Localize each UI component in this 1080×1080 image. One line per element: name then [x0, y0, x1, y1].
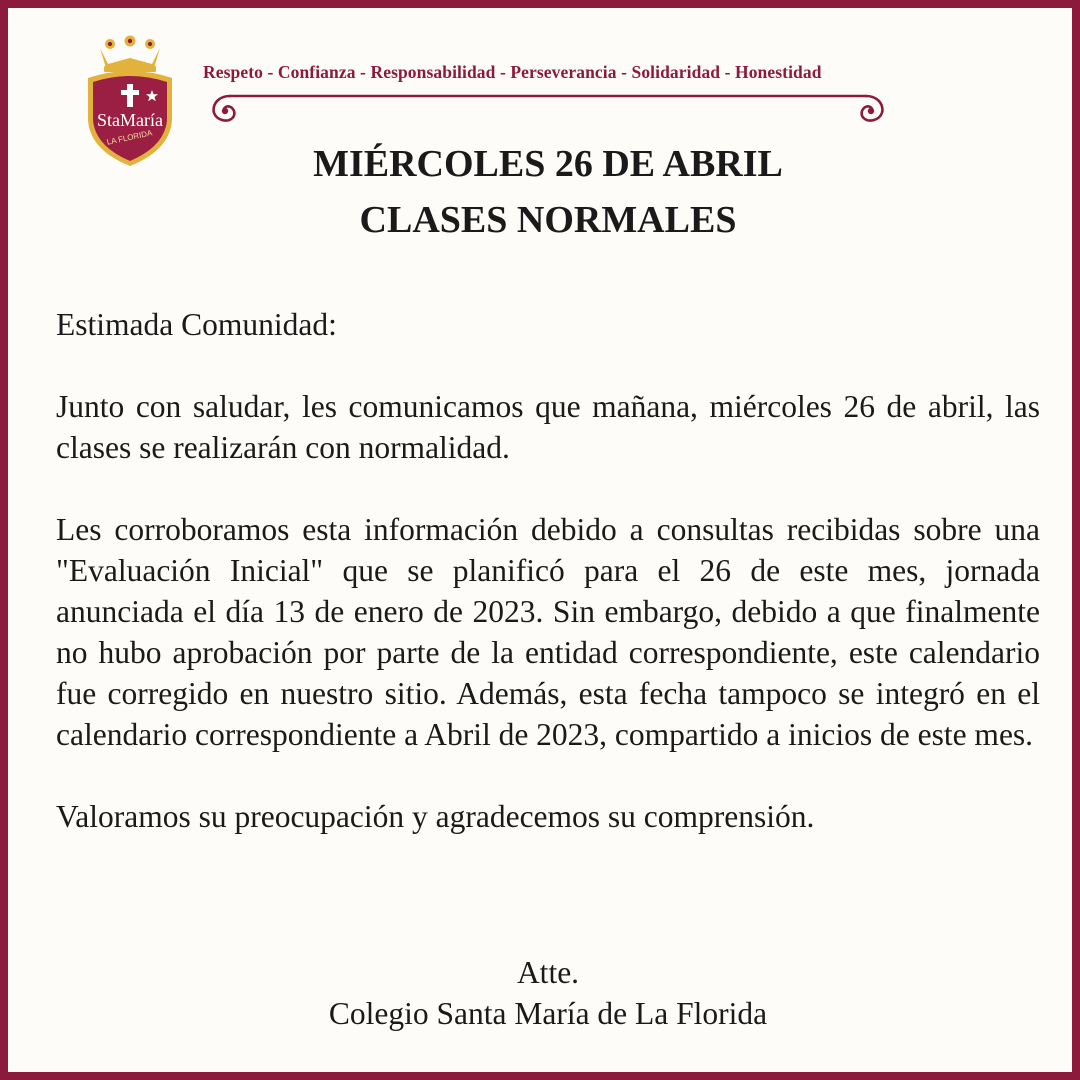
signature-closing: Atte.	[516, 955, 580, 990]
crest-name: StaMaría	[97, 110, 163, 130]
letter-greeting: Estimada Comunidad:	[56, 307, 337, 342]
announcement-title	[8, 136, 1080, 248]
letter-paragraph-3: Valoramos su preocupación y agradecemos su comprensión.	[56, 799, 815, 834]
signature-block	[8, 952, 1080, 1034]
ornamental-divider	[204, 90, 892, 130]
school-values-line: Respeto - Confianza - Responsabilidad - Perseverancia - Solidaridad - Honestidad	[203, 62, 822, 82]
crest-subtitle: LA FLORIDA	[105, 128, 154, 147]
title-date: MIÉRCOLES 26 DE ABRIL	[313, 143, 783, 185]
letter-body	[56, 304, 1040, 837]
letter-paragraph-1: Junto con saludar, les comunicamos que mañana, miércoles 26 de abril, las clases se realizarán con normalidad.	[56, 389, 1040, 465]
signature-sender: Colegio Santa María de La Florida	[328, 996, 768, 1031]
title-status: CLASES NORMALES	[359, 199, 737, 241]
letter-paragraph-2: Les corroboramos esta información debido a consultas recibidas sobre una "Evaluación Inicial" que se planificó para el 26 de este mes, jornada anunciada el día 13 de enero de 2023. Sin embargo, debido a que finalmente no hubo aprobación por parte de la entidad correspondiente, este calendario fue corregido en nuestro sitio. Además, esta fecha tampoco se integró en el calendario correspondiente a Abril de 2023, compartido a inicios de este mes.	[56, 512, 1040, 752]
